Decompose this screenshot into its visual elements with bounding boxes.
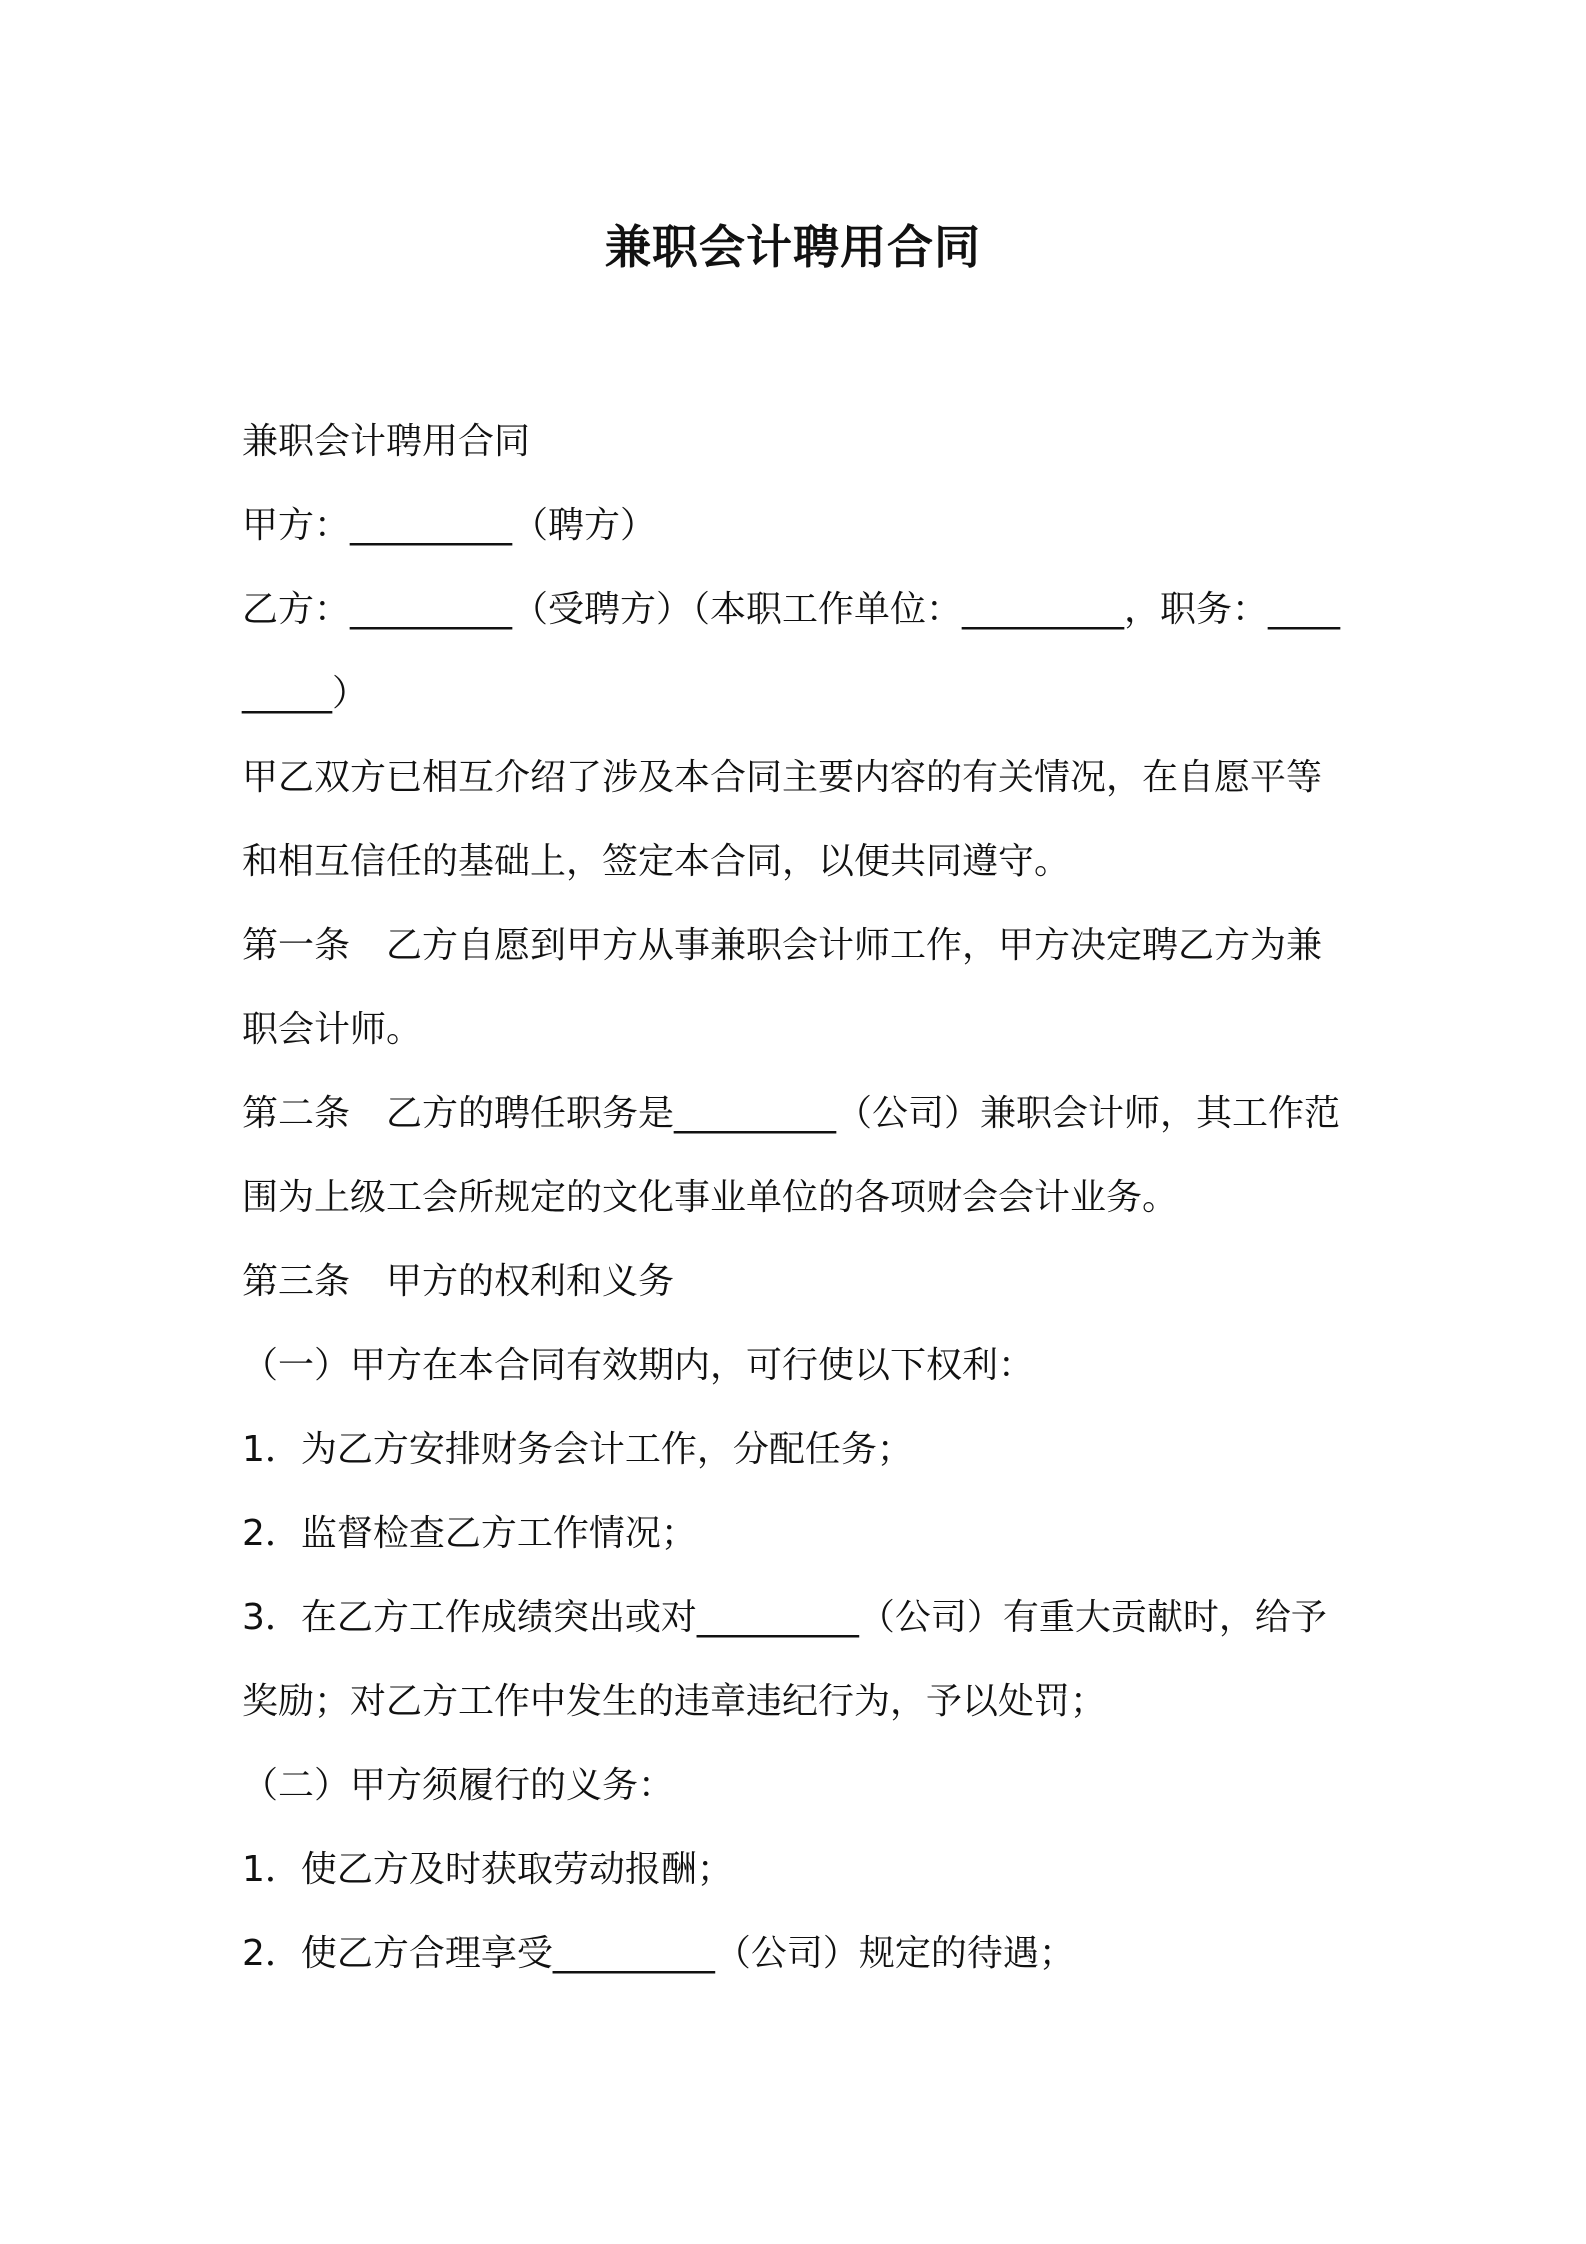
party-b-line: 乙方：_________（受聘方）（本职工作单位：_________，职务：_________）	[242, 589, 1341, 714]
body-heading: 兼职会计聘用合同	[242, 421, 531, 462]
article-1: 第一条 乙方自愿到甲方从事兼职会计师工作，甲方决定聘乙方为兼职会计师。	[242, 925, 1323, 1050]
rights-item-3: 3．在乙方工作成绩突出或对_________（公司）有重大贡献时，给予奖励；对乙方工作中发生的违章违纪行为，予以处罚；	[242, 1597, 1327, 1722]
document-title: 兼职会计聘用合同	[605, 220, 981, 274]
section-obligations-heading: （二）甲方须履行的义务：	[242, 1765, 675, 1806]
rights-item-2: 2．监督检查乙方工作情况；	[242, 1513, 697, 1554]
rights-item-1: 1．为乙方安排财务会计工作，分配任务；	[242, 1429, 913, 1470]
section-rights-heading: （一）甲方在本合同有效期内，可行使以下权利：	[242, 1345, 1035, 1386]
document-body	[242, 400, 1354, 1996]
obligations-item-2: 2．使乙方合理享受_________（公司）规定的待遇；	[242, 1933, 1075, 1974]
article-2: 第二条 乙方的聘任职务是_________（公司）兼职会计师，其工作范围为上级工会所规定的文化事业单位的各项财会会计业务。	[242, 1093, 1341, 1218]
article-3-heading: 第三条 甲方的权利和义务	[242, 1261, 675, 1302]
obligations-item-1: 1．使乙方及时获取劳动报酬；	[242, 1849, 733, 1890]
preamble-paragraph: 甲乙双方已相互介绍了涉及本合同主要内容的有关情况，在自愿平等和相互信任的基础上，签定本合同，以便共同遵守。	[242, 757, 1323, 882]
party-a-line: 甲方：_________（聘方）	[242, 505, 657, 546]
